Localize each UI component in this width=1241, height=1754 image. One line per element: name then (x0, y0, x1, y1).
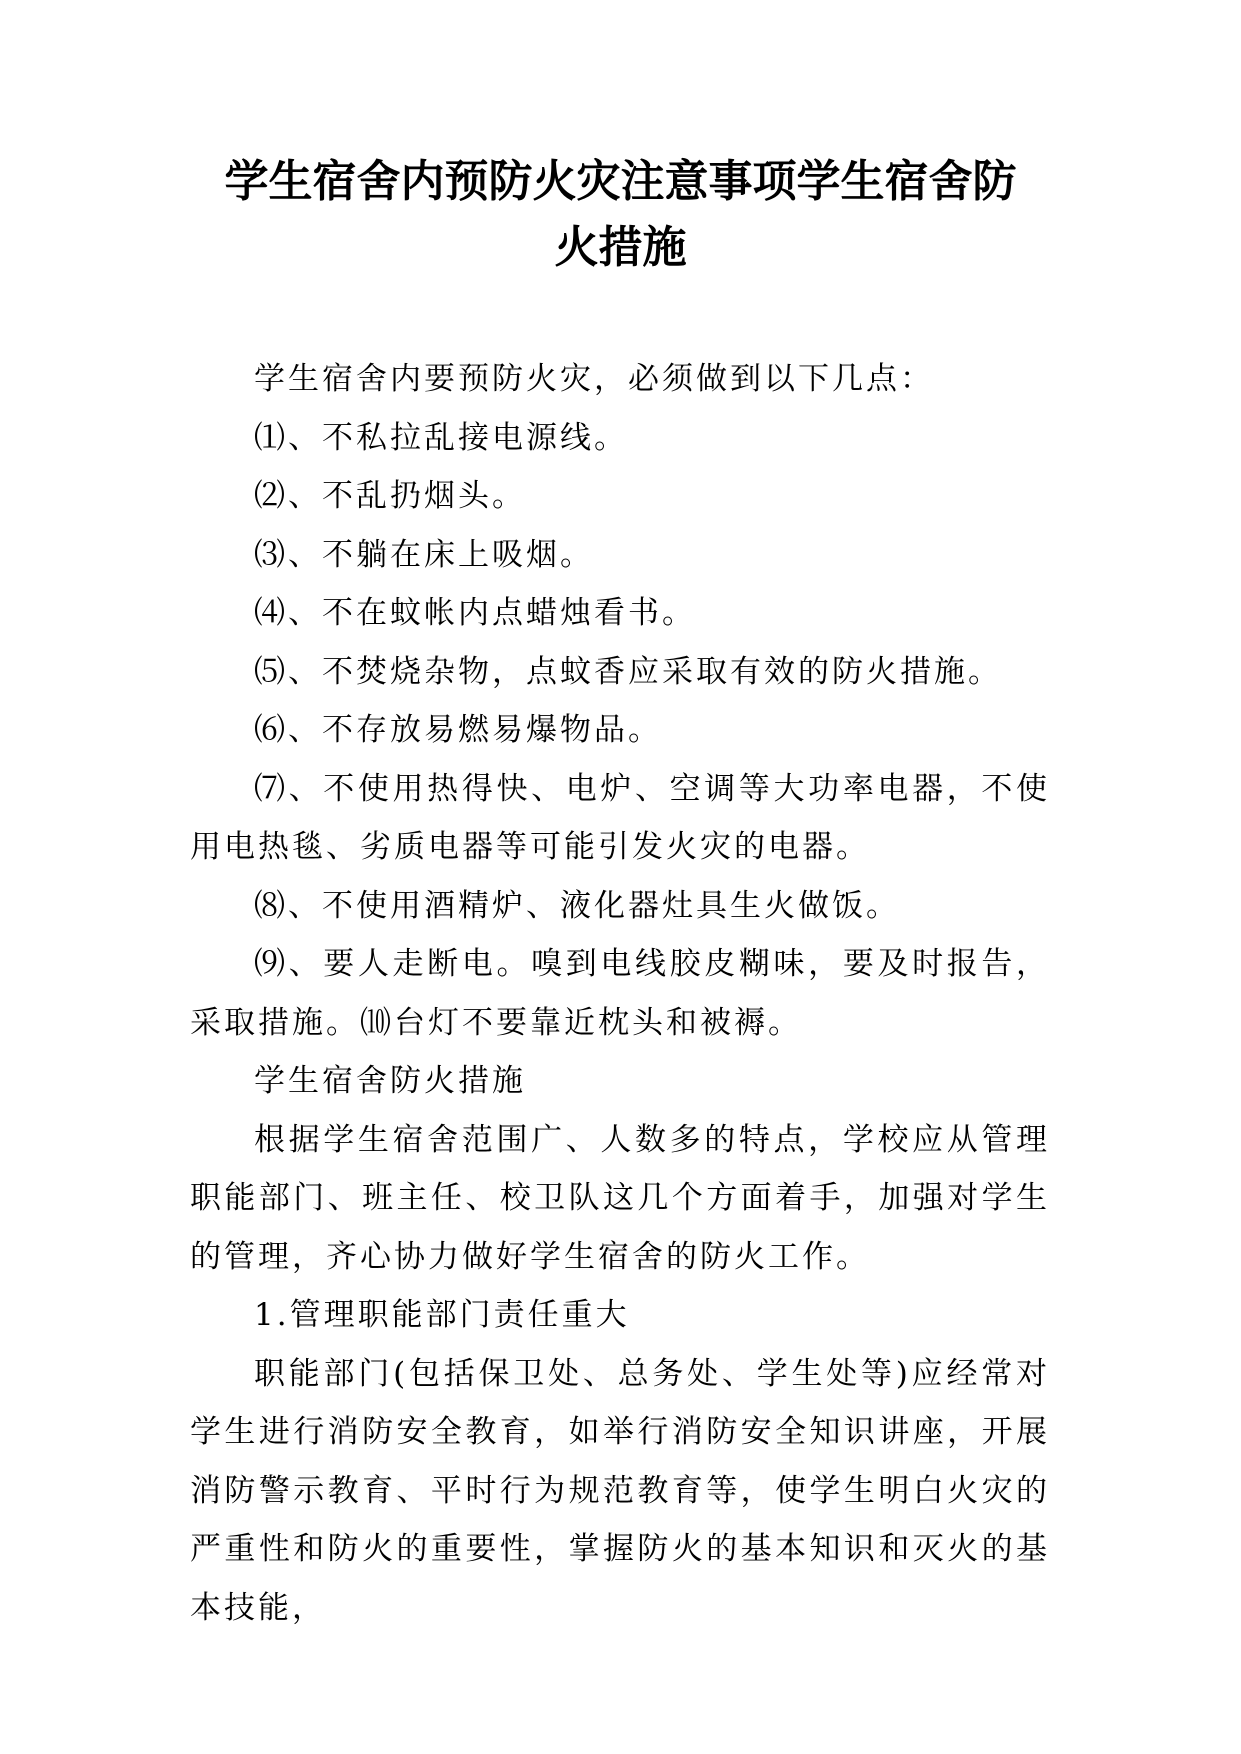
list-item-9-10: ⑼、要人走断电。嗅到电线胶皮糊味，要及时报告，采取措施。⑽台灯不要靠近枕头和被褥。 (190, 946, 1050, 1041)
document-body (190, 350, 1050, 1637)
paragraph-intro: 学生宿舍内要预防火灾，必须做到以下几点： (254, 361, 934, 397)
document-title-line-2: 火措施 (554, 222, 687, 273)
document-title-line-1: 学生宿舍内预防火灾注意事项学生宿舍防 (224, 156, 1017, 207)
list-item-8: ⑻、不使用酒精炉、液化器灶具生火做饭。 (254, 887, 900, 924)
list-item-2: ⑵、不乱扔烟头。 (254, 478, 526, 514)
list-item-4: ⑷、不在蚊帐内点蜡烛看书。 (254, 595, 696, 631)
subheading-management-departments: 1.管理职能部门责任重大 (254, 1297, 630, 1333)
paragraph-management-departments: 职能部门(包括保卫处、总务处、学生处等)应经常对学生进行消防安全教育，如举行消防安全知识讲座，开展消防警示教育、平时行为规范教育等，使学生明白火灾的严重性和防火的重要性，掌握防火的基本知识和灭火的基本技能， (190, 1355, 1050, 1626)
list-item-7: ⑺、不使用热得快、电炉、空调等大功率电器，不使用电热毯、劣质电器等可能引发火灾的电器。 (190, 770, 1050, 865)
list-item-5: ⑸、不焚烧杂物，点蚊香应采取有效的防火措施。 (254, 653, 1002, 690)
paragraph-measures-overview: 根据学生宿舍范围广、人数多的特点，学校应从管理职能部门、班主任、校卫队这几个方面着手，加强对学生的管理，齐心协力做好学生宿舍的防火工作。 (190, 1121, 1050, 1275)
section-heading-fire-measures: 学生宿舍防火措施 (254, 1063, 526, 1099)
list-item-3: ⑶、不躺在床上吸烟。 (254, 536, 594, 573)
list-item-1: ⑴、不私拉乱接电源线。 (254, 419, 628, 456)
list-item-6: ⑹、不存放易燃易爆物品。 (254, 712, 662, 748)
